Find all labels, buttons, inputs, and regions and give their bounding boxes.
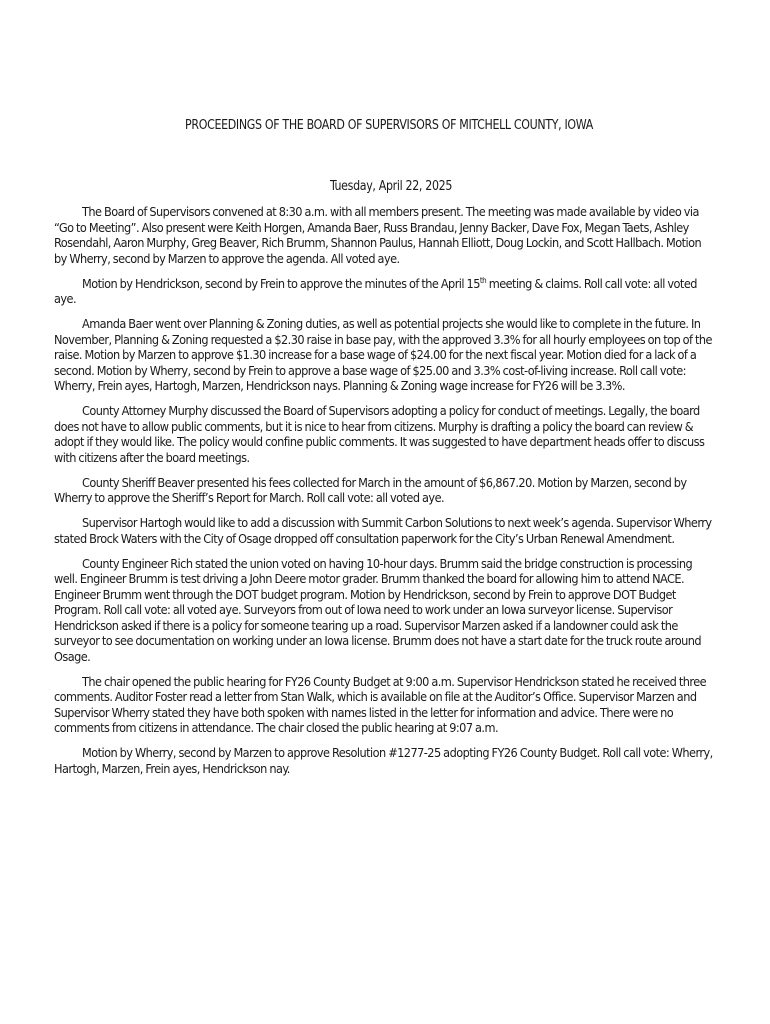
- paragraph-minutes-approval: [54, 276, 716, 307]
- document-page: [54, 118, 716, 786]
- document-title: PROCEEDINGS OF THE BOARD OF SUPERVISORS OF MITCHELL COUNTY, IOWA: [185, 118, 593, 133]
- paragraph-summit-carbon: Supervisor Hartogh would like to add a discussion with Summit Carbon Solutions to next week’s agenda. Supervisor Wherry stated Brock Waters with the City of Osage dropped off consultation paperwork for the City’s Urban Renewal Amendment.: [54, 515, 712, 546]
- paragraph-budget-resolution: Motion by Wherry, second by Marzen to approve Resolution #1277-25 adopting FY26 County Budget. Roll call vote: Wherry, Hartogh, Marzen, Frein ayes, Hendrickson nay.: [54, 745, 713, 776]
- meeting-date: Tuesday, April 22, 2025: [329, 179, 453, 194]
- minutes-text-after: meeting & claims. Roll call vote: all voted aye.: [54, 275, 697, 306]
- paragraph-sheriff-report: County Sheriff Beaver presented his fees collected for March in the amount of $6,867.20. Motion by Marzen, second by Wherry to approve the Sheriff’s Report for March. Roll call vote: all voted aye.: [54, 474, 687, 505]
- paragraph-engineer-report: County Engineer Rich stated the union voted on having 10-hour days. Brumm said the bridge construction is processing well. Engineer Brumm is test driving a John Deere motor grader. Brumm thanked the board for allowing him to attend NACE. Engineer Brumm went through the DOT budget program. Motion by Hendrickson, second by Frein to approve DOT Budget Program. Roll call vote: all voted aye. Surveyors from out of Iowa need to work under an Iowa surveyor license. Supervisor Hendrickson asked if there is a policy for someone tearing up a road. Supervisor Marzen asked if a landowner could ask the surveyor to see documentation on working under an Iowa license. Brumm does not have a start date for the truck route around Osage.: [54, 555, 701, 664]
- ordinal-superscript: th: [479, 275, 487, 285]
- minutes-text-before: Motion by Hendrickson, second by Frein to approve the minutes of the April 15: [82, 275, 480, 291]
- paragraph-budget-hearing: The chair opened the public hearing for FY26 County Budget at 9:00 a.m. Supervisor Hendrickson stated he received three comments. Auditor Foster read a letter from Stan Walk, which is available on file at the Auditor’s Office. Supervisor Marzen and Supervisor Wherry stated they have both spoken with names listed in the letter for information and advice. There were no comments from citizens in attendance. The chair closed the public hearing at 9:07 a.m.: [54, 673, 707, 735]
- paragraph-planning-zoning: Amanda Baer went over Planning & Zoning duties, as well as potential projects she would like to complete in the future. In November, Planning & Zoning requested a $2.30 raise in base pay, with the approved 3.3% for all hourly employees on top of the raise. Motion by Marzen to approve $1.30 increase for a base wage of $24.00 for the next fiscal year. Motion died for a lack of a second. Motion by Wherry, second by Frein to approve a base wage of $25.00 and 3.3% cost-of-living increase. Roll call vote: Wherry, Frein ayes, Hartogh, Marzen, Hendrickson nays. Planning & Zoning wage increase for FY26 will be 3.3%.: [54, 316, 712, 393]
- paragraph-meeting-policy: County Attorney Murphy discussed the Board of Supervisors adopting a policy for conduct of meetings. Legally, the board does not have to allow public comments, but it is nice to hear from citizens. Murphy is drafting a policy the board can review & adopt if they would like. The policy would confine public comments. It was suggested to have department heads offer to discuss with citizens after the board meetings.: [54, 403, 705, 465]
- paragraph-attendance: The Board of Supervisors convened at 8:30 a.m. with all members present. The meeting was made available by video via “Go to Meeting”. Also present were Keith Horgen, Amanda Baer, Russ Brandau, Jenny Backer, Dave Fox, Megan Taets, Ashley Rosendahl, Aaron Murphy, Greg Beaver, Rich Brumm, Shannon Paulus, Hannah Elliott, Doug Lockin, and Scott Hallbach. Motion by Wherry, second by Marzen to approve the agenda. All voted aye.: [54, 204, 702, 266]
